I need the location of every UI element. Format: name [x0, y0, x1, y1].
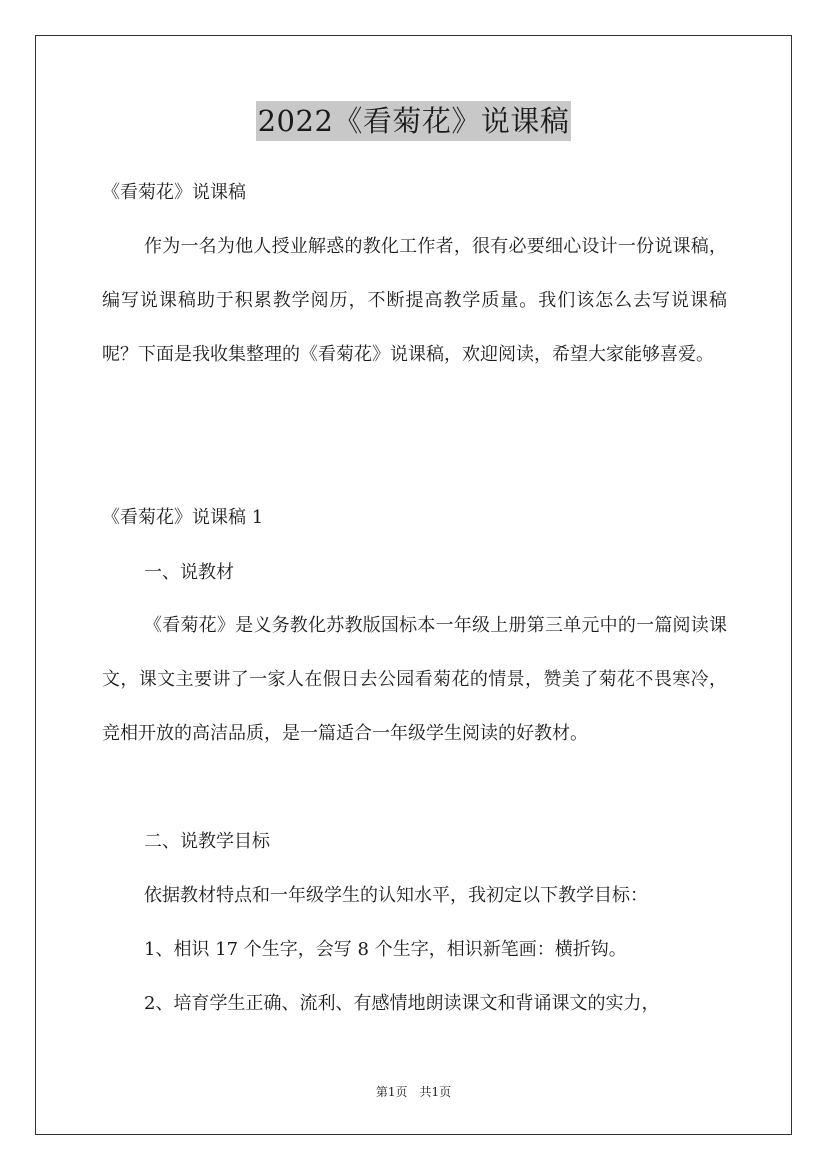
section-title: 《看菊花》说课稿 1: [102, 507, 264, 528]
textbook-paragraph: 《看菊花》是义务教化苏教版国标本一年级上册第三单元中的一篇阅读课文，课文主要讲了一家人在假日去公园看菊花的情景，赞美了菊花不畏寒冷，竞相开放的高洁品质，是一篇适合一年级学生阅读的好教材。: [102, 615, 727, 744]
document-title: 2022《看菊花》说课稿: [256, 101, 572, 141]
page-footer: 第1页 共1页: [375, 1085, 452, 1099]
goal-item-1: 1、相识 17 个生字，会写 8 个生字，相识新笔画：横折钩。: [144, 939, 627, 960]
document-subtitle: 《看菊花》说课稿: [102, 182, 246, 203]
heading-goals: 二、说教学目标: [144, 831, 270, 852]
goal-item-2: 2、培育学生正确、流利、有感情地朗读课文和背诵课文的实力，: [144, 993, 660, 1014]
goals-paragraph: 依据教材特点和一年级学生的认知水平，我初定以下教学目标：: [144, 885, 648, 906]
intro-paragraph: 作为一名为他人授业解惑的教化工作者，很有必要细心设计一份说课稿，编写说课稿助于积累教学阅历，不断提高教学质量。我们该怎么去写说课稿呢？下面是我收集整理的《看菊花》说课稿，欢迎阅读，希望大家能够喜爱。: [102, 236, 727, 365]
heading-textbook: 一、说教材: [144, 562, 234, 583]
